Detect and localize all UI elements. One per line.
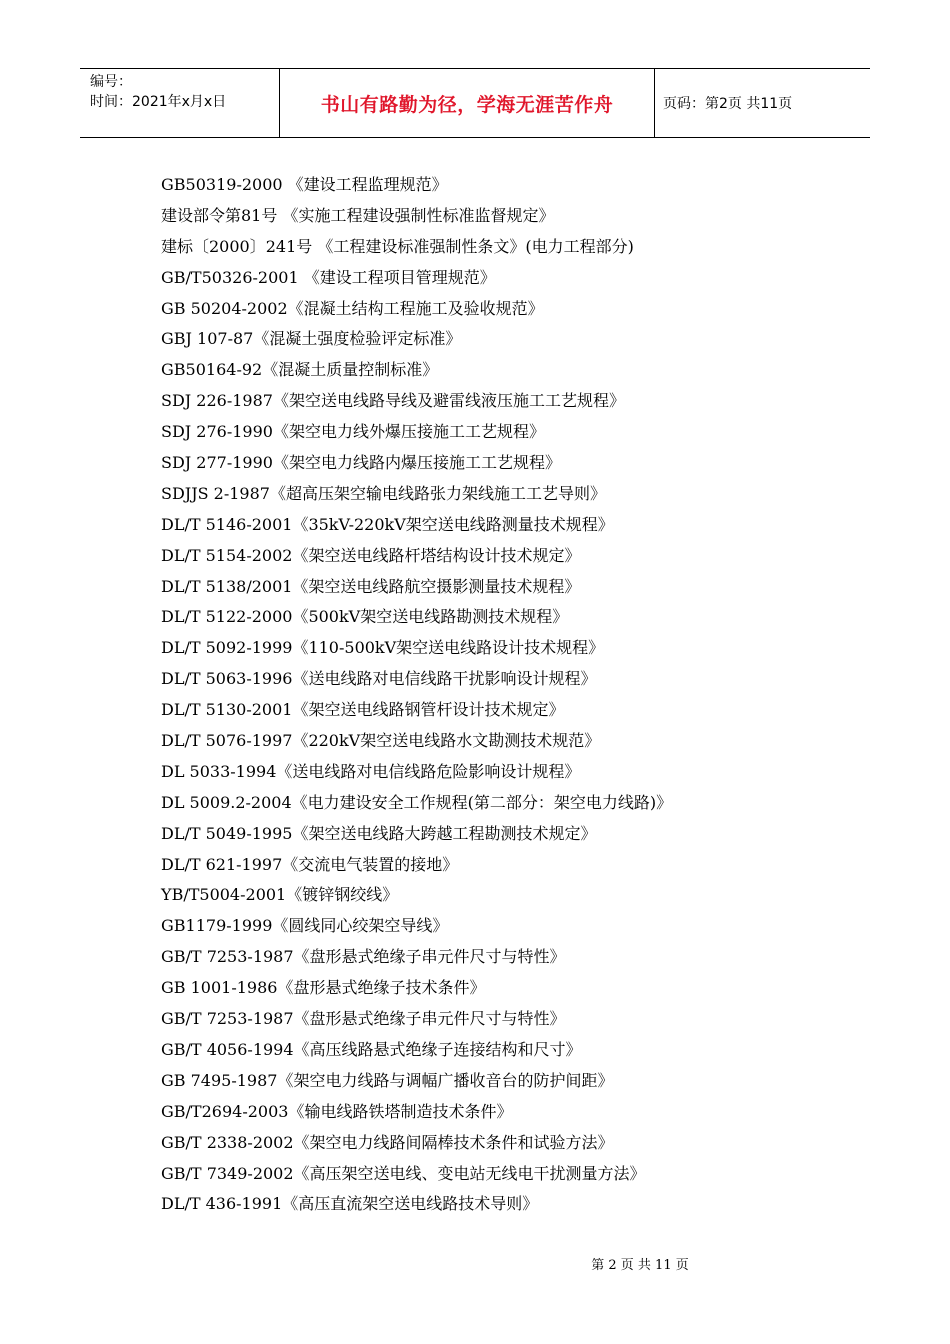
reference-item: DL/T 5063-1996《送电线路对电信线路干扰影响设计规程》 — [161, 669, 597, 689]
reference-item: DL/T 5049-1995《架空送电线路大跨越工程勘测技术规定》 — [161, 823, 597, 843]
reference-item: DL/T 5154-2002《架空送电线路杆塔结构设计技术规定》 — [161, 545, 581, 565]
reference-item: GB 7495-1987《架空电力线路与调幅广播收音台的防护间距》 — [161, 1070, 614, 1090]
number-label: 编号： — [90, 74, 132, 90]
page-info: 页码：第2页 共11页 — [663, 96, 793, 112]
reference-item: GB50319-2000 《建设工程监理规范》 — [161, 175, 448, 194]
reference-item: 建标〔2000〕241号 《工程建设标准强制性条文》(电力工程部分) — [161, 236, 634, 256]
reference-item: DL/T 5146-2001《35kV-220kV架空送电线路测量技术规程》 — [161, 514, 614, 534]
reference-item: GB50164-92《混凝土质量控制标准》 — [161, 360, 439, 380]
reference-item: DL/T 5130-2001《架空送电线路钢管杆设计技术规定》 — [161, 700, 565, 720]
motto: 书山有路勤为径，学海无涯苦作舟 — [280, 69, 655, 137]
document-header — [80, 68, 870, 138]
reference-item: GB/T 7349-2002《高压架空送电线、变电站无线电干扰测量方法》 — [161, 1163, 646, 1183]
reference-item: GB/T 7253-1987《盘形悬式绝缘子串元件尺寸与特性》 — [161, 947, 566, 967]
reference-item: GB/T 2338-2002《架空电力线路间隔棒技术条件和试验方法》 — [161, 1132, 614, 1152]
reference-item: DL 5033-1994《送电线路对电信线路危险影响设计规程》 — [161, 761, 581, 781]
reference-item: DL/T 5122-2000《500kV架空送电线路勘测技术规程》 — [161, 607, 569, 627]
reference-item: 建设部令第81号 《实施工程建设强制性标准监督规定》 — [161, 205, 555, 225]
reference-item: DL 5009.2-2004《电力建设安全工作规程(第二部分：架空电力线路)》 — [161, 792, 673, 812]
page-footer: 第 2 页 共 11 页 — [591, 1258, 689, 1273]
reference-item: SDJ 226-1987《架空送电线路导线及避雷线液压施工工艺规程》 — [161, 391, 625, 411]
reference-item: DL/T 436-1991《高压直流架空送电线路技术导则》 — [161, 1194, 539, 1214]
reference-item: SDJ 277-1990《架空电力线路内爆压接施工工艺规程》 — [161, 453, 561, 473]
reference-item: GB/T2694-2003《输电线路铁塔制造技术条件》 — [161, 1101, 513, 1121]
reference-item: GB 50204-2002《混凝土结构工程施工及验收规范》 — [161, 298, 544, 318]
reference-item: YB/T5004-2001《镀锌钢绞线》 — [161, 885, 399, 905]
reference-item: DL/T 5076-1997《220kV架空送电线路水文勘测技术规范》 — [161, 731, 601, 751]
reference-item: GBJ 107-87《混凝土强度检验评定标准》 — [161, 329, 462, 349]
reference-item: GB1179-1999《圆线同心绞架空导线》 — [161, 916, 449, 936]
reference-item: DL/T 5138/2001《架空送电线路航空摄影测量技术规程》 — [161, 576, 581, 596]
reference-item: GB/T50326-2001 《建设工程项目管理规范》 — [161, 267, 496, 287]
reference-item: GB/T 7253-1987《盘形悬式绝缘子串元件尺寸与特性》 — [161, 1009, 566, 1029]
reference-item: DL/T 621-1997《交流电气装置的接地》 — [161, 854, 459, 874]
reference-item: DL/T 5092-1999《110-500kV架空送电线路设计技术规程》 — [161, 638, 605, 658]
header-meta — [80, 69, 280, 137]
reference-list — [161, 170, 672, 1220]
reference-item: SDJJS 2-1987《超高压架空输电线路张力架线施工工艺导则》 — [161, 483, 606, 503]
time-label: 时间：2021年x月x日 — [90, 94, 227, 110]
reference-item: GB 1001-1986《盘形悬式绝缘子技术条件》 — [161, 978, 486, 998]
reference-item: SDJ 276-1990《架空电力线外爆压接施工工艺规程》 — [161, 422, 545, 442]
reference-item: GB/T 4056-1994《高压线路悬式绝缘子连接结构和尺寸》 — [161, 1039, 582, 1059]
